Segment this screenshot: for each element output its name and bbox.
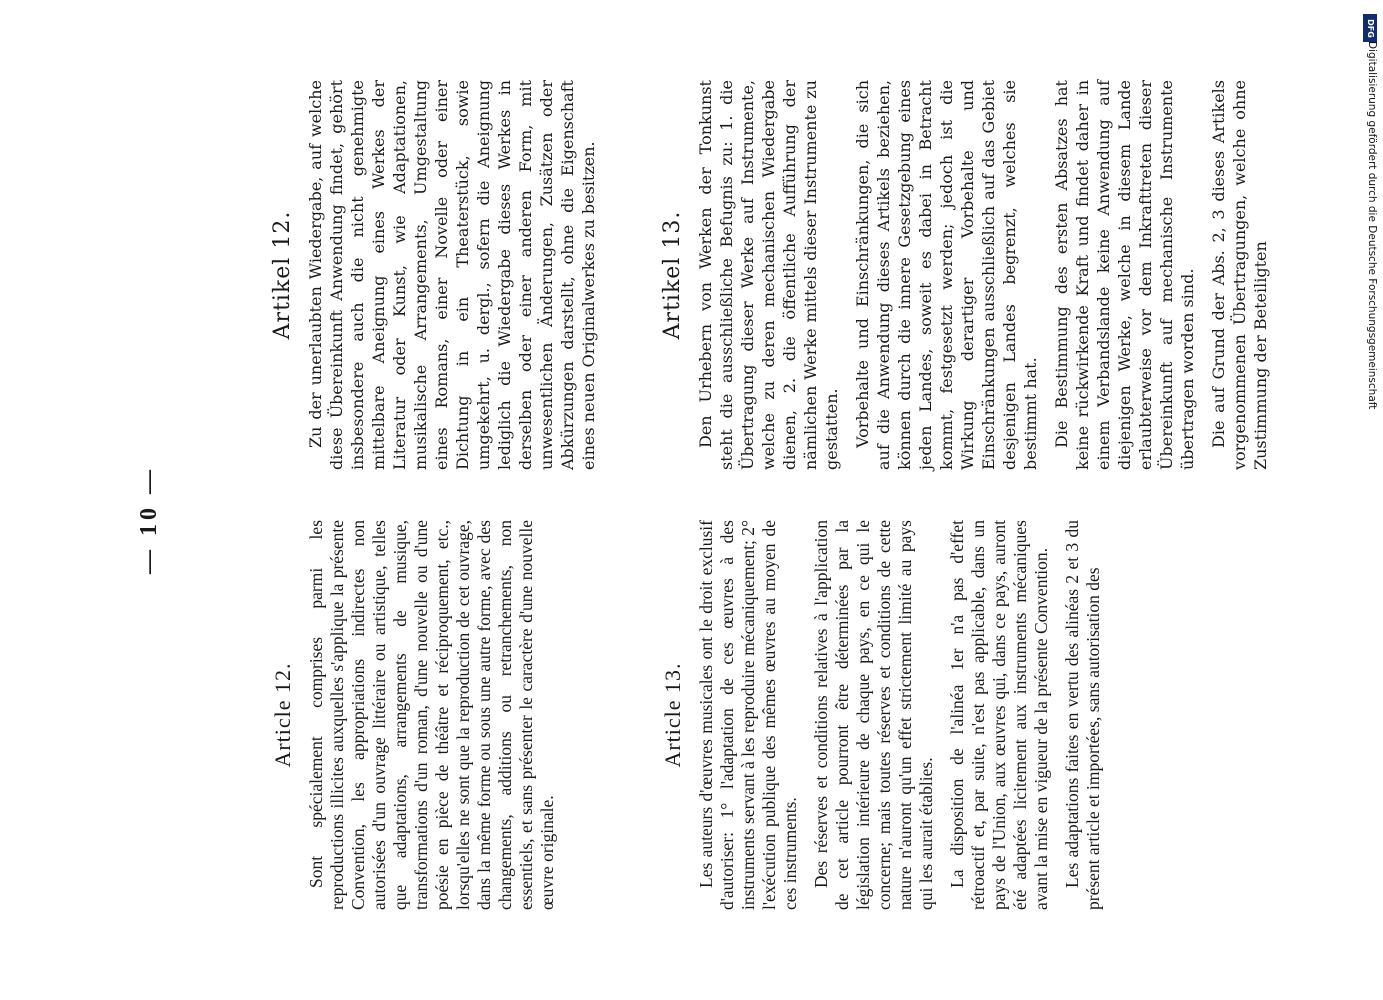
french-article-12: [270, 520, 568, 910]
rotated-document-page: [120, 40, 1270, 1000]
dfg-attribution-text: Digitalisierung gefördert durch die Deutsche Forschungsgemeinschaft: [1366, 41, 1378, 410]
french-article-12-paragraph: Sont spécialement comprises parmi les reproductions illicites auxquelles s'applique la présente Convention, les appropriations indirectes non autorisées d'un ouvrage littéraire ou artistique, telles que adaptations, arrangements de musique, transformations d'un roman, d'une nouvelle ou d'une poésie en pièce de théâtre et réciproquement, etc., lorsqu'elles ne sont que la reproduction de cet ouvrage, dans la même forme ou sous une autre forme, avec des changements, additions ou retranchements, non essentiels, et sans présenter le caractère d'une nouvelle œuvre originale.: [306, 520, 557, 910]
french-article-13: [660, 520, 1114, 910]
german-article-13-paragraph: Vorbehalte und Einschränkungen, die sich auf die Anwendung dieses Artikels beziehen, können durch die innere Gesetzgebung eines jeden Landes, soweit es dabei in Betracht kommt, festgesetzt werden; jedoch ist die Wirkung derartiger Vorbehalte und Einschränkungen ausschließlich auf das Gebiet desjenigen Landes begrenzt, welches sie bestimmt hat.: [853, 80, 1040, 470]
german-article-13: [660, 80, 1281, 470]
german-article-12: [270, 80, 609, 470]
german-article-13-paragraph: Den Urhebern von Werken der Tonkunst steht die ausschließliche Befugnis zu: 1. die Übertragung dieser Werke auf Instrumente, welche zu deren mechanischen Wiedergabe dienen, 2. die öffentliche Aufführung der nämlichen Werke mittels dieser Instrumente zu gestatten.: [696, 80, 841, 470]
french-article-13-paragraph: Des réserves et conditions relatives à l'application de cet article pourront être déterminées par la législation intérieure de chaque pays, en ce qui le concerne; mais toutes réserves et conditions de cette nature n'auront qu'un effet strictement limité au pays qui les aurait établies.: [811, 520, 936, 910]
french-article-13-paragraph: Les auteurs d'œuvres musicales ont le droit exclusif d'autoriser: 1° l'adaptation de ces œuvres à des instruments servant à les reproduire mécaniquement; 2° l'exécution publique des mêmes œuvres au moyen de ces instruments.: [696, 520, 800, 910]
german-article-13-title: Artikel 13.: [660, 210, 685, 340]
french-article-13-paragraph: Les adaptations faites en vertu des alinéas 2 et 3 du présent article et importées, sans autorisation des: [1062, 520, 1103, 910]
german-article-12-title: Artikel 12.: [270, 210, 295, 340]
french-article-13-title: Article 13.: [660, 662, 685, 768]
french-article-13-paragraph: La disposition de l'alinéa 1er n'a pas d'effet rétroactif et, par suite, n'est pas applicable, dans un pays de l'Union, aux œuvres qui, dans ce pays, auront été adaptées licitement aux instruments mécaniques avant la mise en vigueur de la présente Convention.: [947, 520, 1051, 910]
dfg-logo: DFG: [1363, 14, 1377, 42]
german-article-12-paragraph: Zu der unerlaubten Wiedergabe, auf welche diese Übereinkunft Anwendung findet, gehört insbesondere auch die nicht genehmigte mittelbare Aneignung eines Werkes der Literatur oder Kunst, wie Adaptationen, musikalische Arrangements, Umgestaltung eines Romans, einer Novelle oder einer Dichtung in ein Theaterstück, sowie umgekehrt, u. dergl., sofern die Aneignung lediglich die Wiedergabe dieses Werkes in derselben oder einer anderen Form, mit unwesentlichen Änderungen, Zusätzen oder Abkürzungen darstellt, ohne die Eigenschaft eines neuen Originalwerkes zu besitzen.: [306, 80, 598, 470]
french-article-12-title: Article 12.: [270, 662, 295, 768]
page-number: — 10 —: [136, 466, 162, 574]
german-article-13-paragraph: Die Bestimmung des ersten Absatzes hat keine rückwirkende Kraft und findet daher in einem Verbandslande keine Anwendung auf diejenigen Werke, welche in diesem Lande erlaubterweise vor dem Inkrafttreten dieser Übereinkunft auf mechanische Instrumente übertragen worden sind.: [1052, 80, 1197, 470]
dfg-attribution: [1357, 6, 1381, 410]
german-article-13-paragraph: Die auf Grund der Abs. 2, 3 dieses Artikels vorgenommenen Übertragungen, welche ohne Zustimmung der Beteiligten: [1209, 80, 1270, 470]
